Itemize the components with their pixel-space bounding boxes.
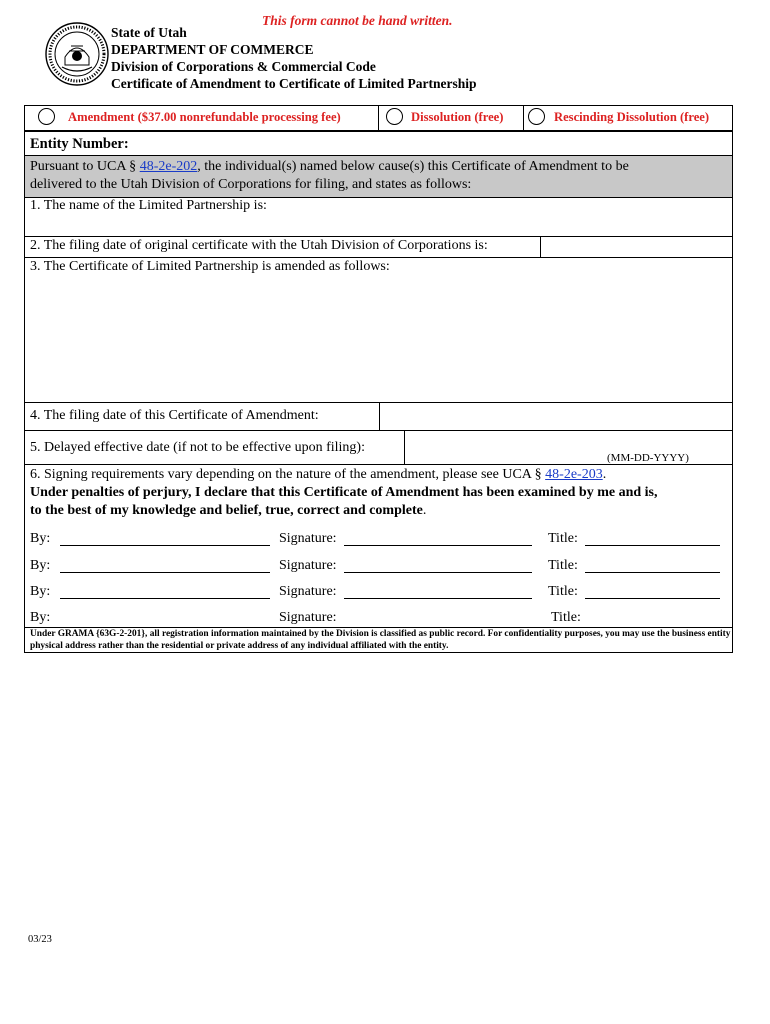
lp-name-field[interactable]: [25, 214, 732, 236]
item-5-label: 5. Delayed effective date (if not to be effective upon filing):: [30, 440, 365, 455]
signature-label-1: Signature:: [279, 531, 337, 546]
item-4-label: 4. The filing date of this Certificate of Amendment:: [30, 408, 319, 423]
intro-text-after: , the individual(s) named below cause(s) this Certificate of Amendment to be: [197, 159, 629, 174]
by-label-3: By:: [30, 584, 51, 599]
title-field-2[interactable]: [585, 558, 720, 573]
date-format-hint: (MM-DD-YYYY): [607, 452, 689, 464]
item-6-text-after: .: [602, 467, 607, 482]
by-field-4[interactable]: [60, 610, 270, 625]
signature-label-2: Signature:: [279, 558, 337, 573]
rescinding-dissolution-radio[interactable]: [528, 108, 545, 125]
by-label-4: By:: [30, 610, 51, 625]
by-field-3[interactable]: [60, 584, 270, 599]
form-revision-code: 03/23: [28, 934, 52, 945]
signature-field-4[interactable]: [344, 610, 532, 625]
signature-field-1[interactable]: [344, 531, 532, 546]
by-label-2: By:: [30, 558, 51, 573]
uca-48-2e-202-link[interactable]: 48-2e-202: [139, 159, 198, 174]
by-label-1: By:: [30, 531, 51, 546]
item-6-text-before: 6. Signing requirements vary depending on the nature of the amendment, please see UCA §: [30, 467, 546, 482]
amendment-filing-date-field[interactable]: [380, 403, 732, 430]
item-1-label: 1. The name of the Limited Partnership is:: [30, 198, 267, 213]
by-field-2[interactable]: [60, 558, 270, 573]
signature-label-3: Signature:: [279, 584, 337, 599]
title-field-4[interactable]: [585, 610, 720, 625]
title-field-3[interactable]: [585, 584, 720, 599]
entity-number-field[interactable]: [140, 132, 730, 154]
title-field-1[interactable]: [585, 531, 720, 546]
rescinding-dissolution-option-label: Rescinding Dissolution (free): [554, 110, 710, 124]
intro-line-1: [30, 159, 629, 175]
dissolution-option-label: Dissolution (free): [411, 110, 504, 124]
entity-number-label: Entity Number:: [30, 136, 129, 152]
item-3-label: 3. The Certificate of Limited Partnership is amended as follows:: [30, 259, 390, 274]
amendment-text-area[interactable]: [25, 276, 732, 401]
title-label-3: Title:: [548, 584, 578, 599]
declaration-line-1: Under penalties of perjury, I declare that this Certificate of Amendment has been examined by me and is,: [30, 485, 658, 500]
declaration-period: .: [422, 503, 427, 518]
state-name: State of Utah: [111, 25, 187, 40]
department-name: DEPARTMENT OF COMMERCE: [111, 42, 314, 57]
form-title: Certificate of Amendment to Certificate of Limited Partnership: [111, 76, 477, 91]
title-label-2: Title:: [548, 558, 578, 573]
title-label-4: Title:: [551, 610, 581, 625]
division-name: Division of Corporations & Commercial Code: [111, 59, 376, 74]
title-label-1: Title:: [548, 531, 578, 546]
original-filing-date-field[interactable]: [541, 237, 732, 257]
item-6-text: [30, 467, 606, 483]
uca-48-2e-203-link[interactable]: 48-2e-203: [545, 467, 603, 482]
delayed-effective-date-field[interactable]: [405, 431, 732, 453]
grama-notice: Under GRAMA {63G-2-201}, all registration information maintained by the Division is classified as public record. For confidentiality purposes, you may use the business entity physical address rather than the residential or private address of any individual affiliated with the entity.: [30, 629, 731, 651]
hand-written-notice: This form cannot be hand written.: [262, 13, 453, 28]
signature-field-3[interactable]: [344, 584, 532, 599]
utah-state-seal-icon: [44, 21, 110, 87]
by-field-1[interactable]: [60, 531, 270, 546]
amendment-radio[interactable]: [38, 108, 55, 125]
amendment-option-label: Amendment ($37.00 nonrefundable processing fee): [68, 110, 341, 124]
intro-text-before: Pursuant to UCA §: [30, 159, 140, 174]
intro-line-2: delivered to the Utah Division of Corporations for filing, and states as follows:: [30, 177, 472, 192]
signature-label-4: Signature:: [279, 610, 337, 625]
item-2-label: 2. The filing date of original certificate with the Utah Division of Corporations is:: [30, 238, 488, 253]
declaration-line-2-text: to the best of my knowledge and belief, true, correct and complete: [30, 503, 423, 518]
declaration-line-2: [30, 503, 426, 519]
dissolution-radio[interactable]: [386, 108, 403, 125]
signature-field-2[interactable]: [344, 558, 532, 573]
